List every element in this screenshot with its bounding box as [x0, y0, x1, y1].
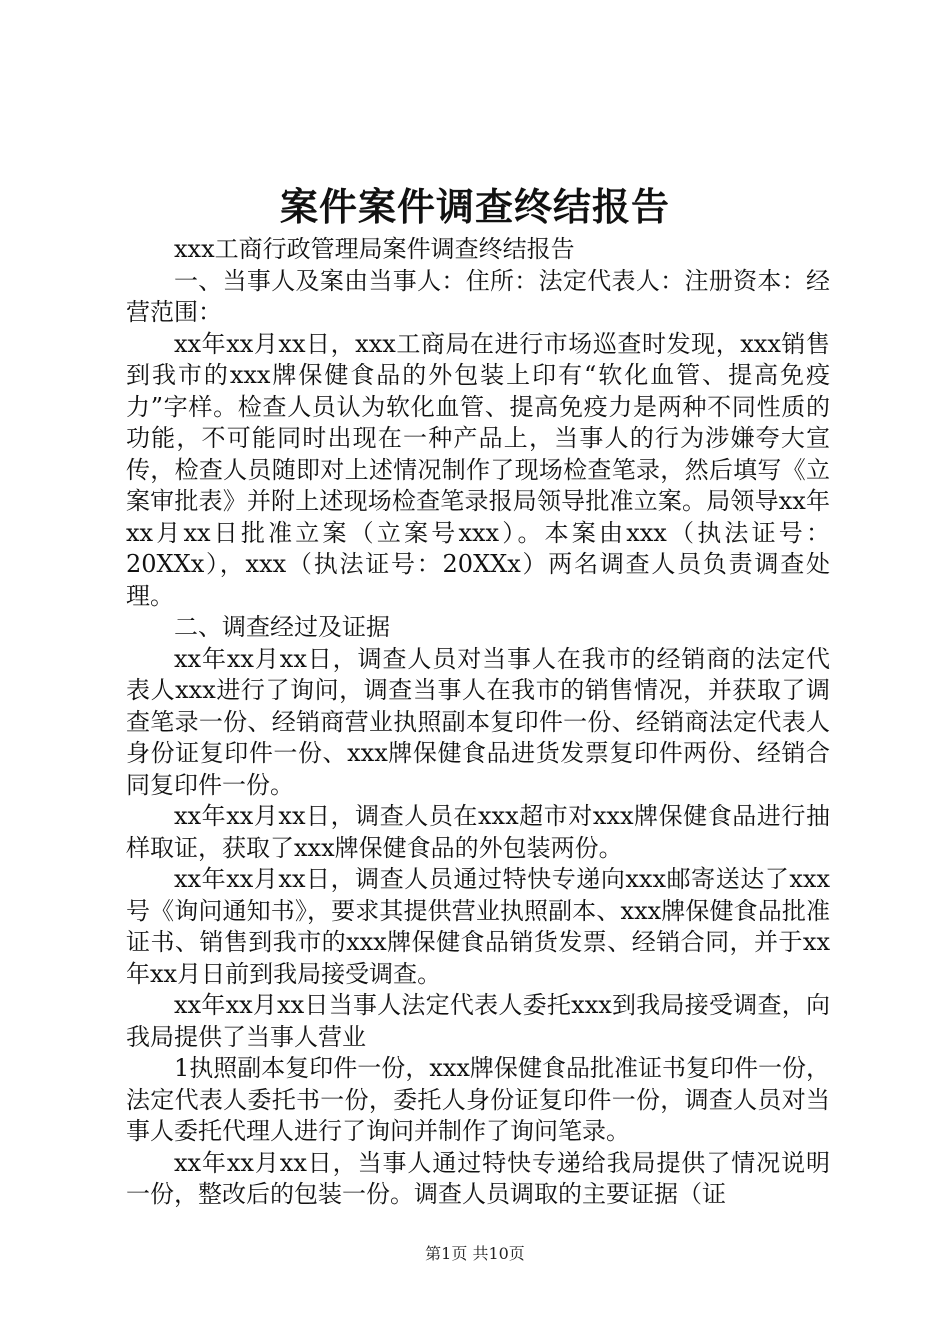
paragraph: xx年xx月xx日，xxx工商局在进行市场巡查时发现，xxx销售到我市的xxx牌保健食品的外包装上印有“软化血管、提高免疫力”字样。检查人员认为软化血管、提高免疫力是两种不同性质的功能，不可能同时出现在一种产品上，当事人的行为涉嫌夸大宣传，检查人员随即对上述情况制作了现场检查笔录，然后填写《立案审批表》并附上述现场检查笔录报局领导批准立案。局领导xx年xx月xx日批准立案（立案号xxx）。本案由xxx（执法证号：20XXx），xxx（执法证号：20XXx）两名调查人员负责调查处理。	[126, 329, 830, 610]
paragraph: 1执照副本复印件一份，xxx牌保健食品批准证书复印件一份，法定代表人委托书一份，委托人身份证复印件一份，调查人员对当事人委托代理人进行了询问并制作了询问笔录。	[126, 1054, 830, 1145]
page-footer: 第1页 共10页	[425, 1244, 525, 1263]
paragraph: xxx工商行政管理局案件调查终结报告	[174, 235, 575, 263]
section-heading: 二、调查经过及证据	[174, 613, 390, 641]
paragraph: xx年xx月xx日，调查人员通过特快专递向xxx邮寄送达了xxx号《询问通知书》，要求其提供营业执照副本、xxx牌保健食品批准证书、销售到我市的xxx牌保健食品销货发票、经销合同，并于xx年xx月日前到我局接受调查。	[126, 865, 830, 988]
paragraph: xx年xx月xx日当事人法定代表人委托xxx到我局接受调查，向我局提供了当事人营业	[126, 991, 830, 1051]
document-body	[126, 234, 830, 1211]
paragraph: 一、当事人及案由当事人：住所：法定代表人：注册资本：经营范围：	[126, 266, 830, 326]
paragraph: xx年xx月xx日，调查人员在xxx超市对xxx牌保健食品进行抽样取证，获取了xxx牌保健食品的外包装两份。	[126, 802, 830, 862]
paragraph: xx年xx月xx日，调查人员对当事人在我市的经销商的法定代表人xxx进行了询问，调查当事人在我市的销售情况，并获取了调查笔录一份、经销商营业执照副本复印件一份、经销商法定代表人身份证复印件一份、xxx牌保健食品进货发票复印件两份、经销合同复印件一份。	[126, 644, 830, 799]
document-title: 案件案件调查终结报告	[279, 184, 670, 229]
paragraph: xx年xx月xx日，当事人通过特快专递给我局提供了情况说明一份，整改后的包装一份。调查人员调取的主要证据（证	[126, 1148, 830, 1208]
